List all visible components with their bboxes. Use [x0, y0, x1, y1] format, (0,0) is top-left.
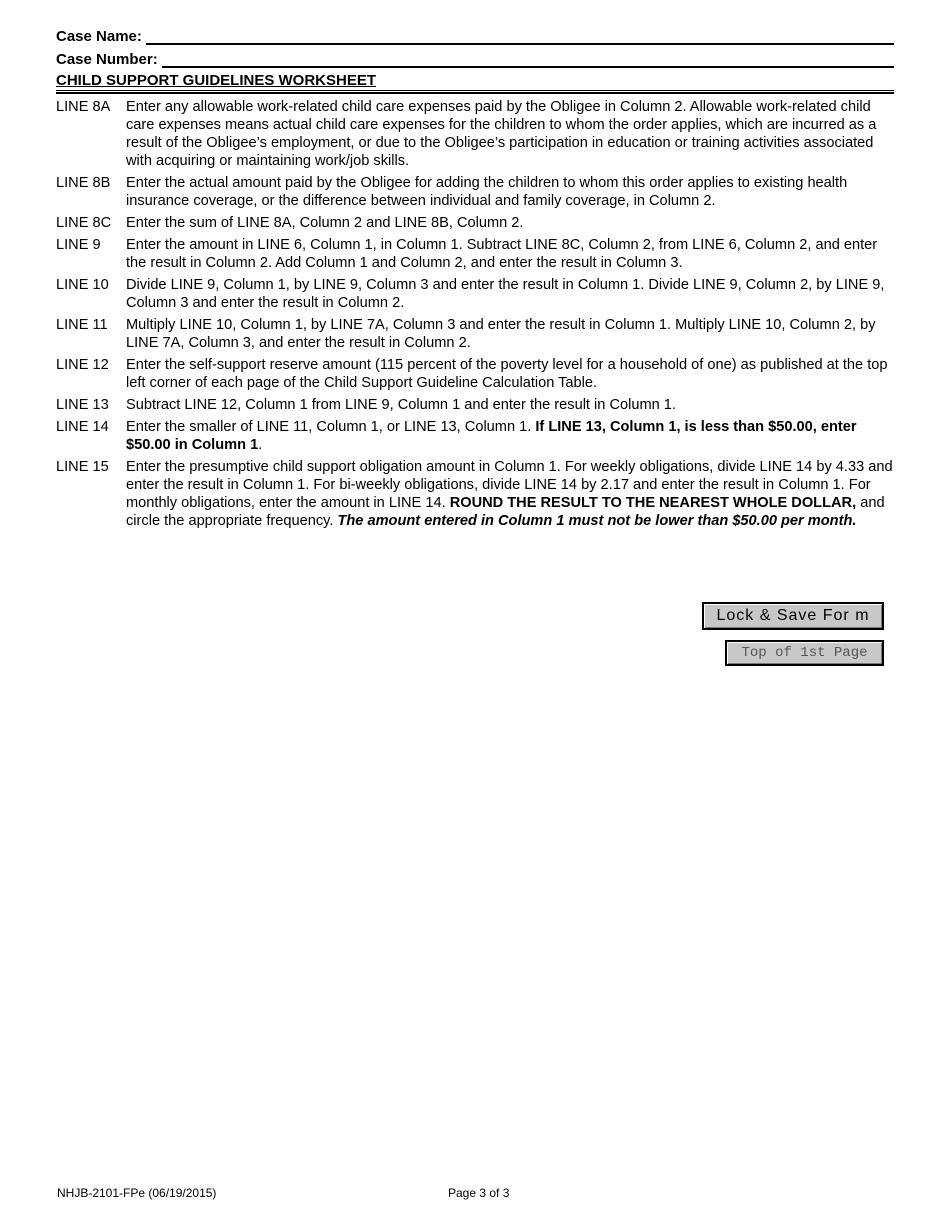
case-number-label: Case Number:: [56, 51, 158, 68]
line-12-item: [56, 356, 896, 392]
line-9-item: [56, 236, 896, 272]
line-instruction: Enter the self-support reserve amount (115 percent of the poverty level for a household of one) as published at the top left corner of each page of the Child Support Guideline Calculation Table.: [126, 357, 888, 391]
line-label: LINE 13: [56, 397, 109, 413]
line-label: LINE 14: [56, 419, 109, 435]
line-label: LINE 8C: [56, 215, 112, 231]
line-instruction: Subtract LINE 12, Column 1 from LINE 9, Column 1 and enter the result in Column 1.: [126, 397, 676, 413]
page-number: Page 3 of 3: [448, 1186, 510, 1200]
top-of-first-page-button[interactable]: Top of 1st Page: [725, 640, 884, 666]
line-instruction: Enter the sum of LINE 8A, Column 2 and LINE 8B, Column 2.: [126, 215, 524, 231]
instruction-list: [56, 98, 896, 534]
line-instruction: Multiply LINE 10, Column 1, by LINE 7A, Column 3 and enter the result in Column 1. Multiply LINE 10, Column 2, by LINE 7A, Column 3, and enter the result in Column 2.: [126, 317, 876, 351]
line-label: LINE 11: [56, 317, 108, 333]
line-instruction: [126, 458, 896, 530]
line-8b-item: [56, 174, 896, 210]
line-instruction: Enter the amount in LINE 6, Column 1, in Column 1. Subtract LINE 8C, Column 2, from LINE 6, Column 2, and enter the result in Column 2. Add Column 1 and Column 2, and enter the result in Column 3.: [126, 237, 878, 271]
line-15-emphasis: ROUND THE RESULT TO THE NEAREST WHOLE DOLLAR,: [449, 495, 857, 511]
line-14-end: .: [258, 437, 263, 453]
line-15-warning: The amount entered in Column 1 must not be lower than $50.00 per month.: [337, 513, 857, 529]
line-15-text: Enter the presumptive child support obligation amount in Column 1. For weekly obligations, divide LINE 14 by 4.33 and enter the result in Column 1. For bi-weekly obligations, divide LINE 14 by 2.17 and enter the result in Column 1. For monthly obligations, enter the amount in LINE 14.: [126, 459, 893, 511]
lock-save-form-button[interactable]: Lock & Save For m: [702, 602, 884, 630]
line-14-text: Enter the smaller of LINE 11, Column 1, or LINE 13, Column 1.: [126, 419, 536, 435]
line-8a-item: [56, 98, 896, 170]
line-13-item: [56, 396, 896, 414]
line-14-emphasis: If LINE 13, Column 1, is less than $50.00, enter $50.00 in Column 1: [126, 419, 857, 453]
line-15-mid: and circle the appropriate frequency.: [126, 495, 885, 529]
case-name-row: [56, 28, 894, 45]
line-label: LINE 15: [56, 459, 109, 475]
line-11-item: [56, 316, 896, 352]
line-label: LINE 12: [56, 357, 109, 373]
case-name-label: Case Name:: [56, 28, 142, 45]
line-instruction: [126, 418, 896, 454]
form-code: NHJB-2101-FPe (06/19/2015): [57, 1186, 217, 1200]
line-instruction: Divide LINE 9, Column 1, by LINE 9, Column 3 and enter the result in Column 1. Divide LINE 9, Column 2, by LINE 9, Column 3 and enter the result in Column 2.: [126, 277, 885, 311]
case-number-field[interactable]: [162, 51, 894, 68]
worksheet-title: CHILD SUPPORT GUIDELINES WORKSHEET: [56, 73, 894, 91]
line-label: LINE 8A: [56, 99, 111, 115]
case-name-field[interactable]: [146, 28, 894, 45]
title-divider: [56, 92, 894, 94]
line-14-item: [56, 418, 896, 454]
case-number-row: [56, 51, 894, 68]
line-label: LINE 10: [56, 277, 109, 293]
line-instruction: Enter the actual amount paid by the Obligee for adding the children to whom this order applies to existing health insurance coverage, or the difference between individual and family coverage, in Column 2.: [126, 175, 848, 209]
line-label: LINE 9: [56, 237, 101, 253]
line-label: LINE 8B: [56, 175, 111, 191]
line-instruction: Enter any allowable work-related child care expenses paid by the Obligee in Column 2. Allowable work-related child care expenses means actual child care expenses for the children to whom the order applies, which are incurred as a result of the Obligee’s employment, or due to the Obligee’s participation in education or training activities associated with acquiring or maintaining work/job skills.: [126, 99, 877, 169]
line-10-item: [56, 276, 896, 312]
line-8c-item: [56, 214, 896, 232]
line-15-item: [56, 458, 896, 530]
